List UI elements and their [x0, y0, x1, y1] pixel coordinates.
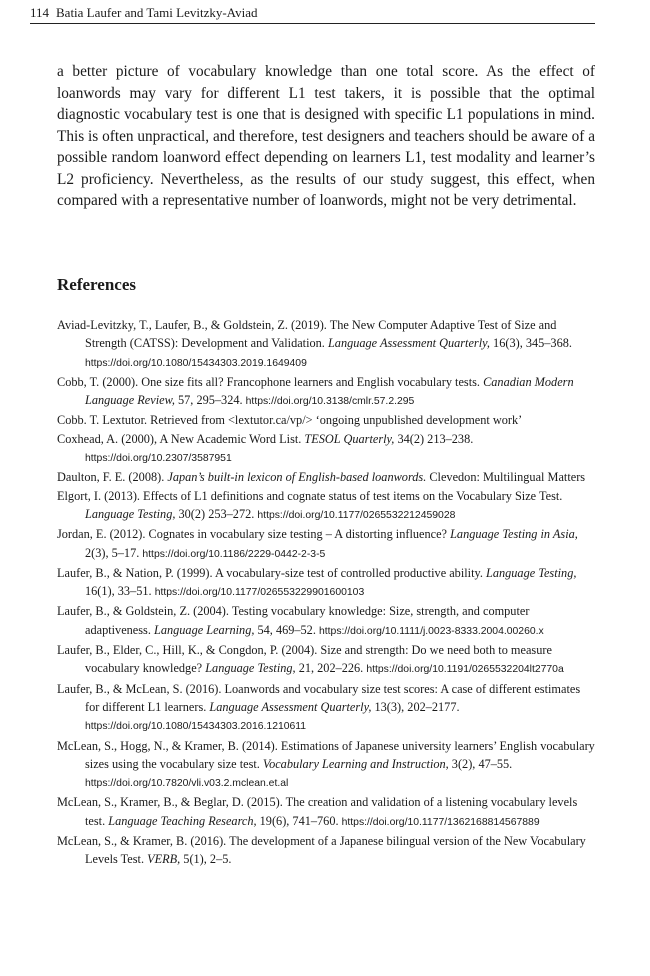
- reference-entry: [57, 468, 597, 486]
- reference-text: Elgort, I. (2013). Effects of L1 definitions and cognate status of test items on the Vocabulary Size Test.: [57, 488, 563, 503]
- reference-doi-link[interactable]: https://doi.org/10.1177/0265532212459028: [257, 509, 456, 521]
- reference-details: 13(3), 202–2177.: [371, 699, 460, 714]
- reference-doi-link[interactable]: https://doi.org/10.1177/026553229901600103: [154, 587, 365, 599]
- reference-details: 54, 469–52.: [254, 622, 319, 637]
- reference-doi-link[interactable]: https://doi.org/10.1191/0265532204lt2770a: [366, 664, 564, 676]
- reference-source: Language Testing,: [205, 661, 296, 676]
- reference-details: Clevedon: Multilingual Matters: [426, 470, 586, 485]
- reference-entry: [57, 793, 597, 832]
- reference-doi-link[interactable]: https://doi.org/10.1177/1362168814567889: [341, 816, 540, 828]
- reference-entry: [57, 680, 597, 737]
- reference-entry: [57, 641, 597, 680]
- reference-source: Language Testing,: [85, 506, 176, 521]
- reference-details: 21, 202–226.: [295, 661, 367, 676]
- reference-text: Jordan, E. (2012). Cognates in vocabulary size testing – A distorting influence?: [57, 527, 451, 542]
- reference-text: Aviad-Levitzky, T., Laufer, B., & Goldstein, Z. (2019). The New Computer Adaptive Test of Size and Strength (CATSS): Development and Validation.: [57, 318, 557, 351]
- reference-entry: [57, 411, 597, 429]
- reference-entry: [57, 564, 597, 603]
- reference-source: Language Testing in Asia,: [450, 527, 578, 542]
- reference-source: Japan’s built-in lexicon of English-based loanwords.: [167, 470, 427, 485]
- reference-source: VERB,: [147, 852, 181, 867]
- body-paragraph: a better picture of vocabulary knowledge than one total score. As the effect of loanwords may vary for different L1 test takers, it is possible that the optimal diagnostic vocabulary test is one that is designed with specific L1 populations in mind. This is often unpractical, and therefore, test designers and teachers should be aware of a possible random loanword effect depending on learners L1, test modality and learner’s L2 proficiency. Nevertheless, as the results of our study suggest, this effect, when compared with a representative number of loanwords, might not be very detrimental.: [57, 63, 595, 209]
- reference-text: McLean, S., & Kramer, B. (2016). The development of a Japanese bilingual version of the New Vocabulary Levels Test.: [57, 834, 586, 867]
- reference-entry: [57, 602, 597, 641]
- reference-source: Language Assessment Quarterly,: [327, 336, 490, 351]
- reference-source: Language Assessment Quarterly,: [209, 699, 372, 714]
- reference-details: 34(2) 213–238.: [394, 431, 474, 446]
- reference-details: 5(1), 2–5.: [180, 852, 232, 867]
- reference-doi-link[interactable]: https://doi.org/10.2307/3587951: [85, 453, 232, 465]
- reference-entry: [57, 525, 597, 564]
- reference-source: TESOL Quarterly,: [304, 431, 395, 446]
- reference-text: Laufer, B., & Goldstein, Z. (2004). Testing vocabulary knowledge: Size, strength, and computer adaptiveness.: [57, 604, 530, 637]
- reference-entry: [57, 316, 597, 373]
- reference-details: 57, 295–324.: [174, 393, 246, 408]
- reference-entry: [57, 487, 597, 526]
- references-heading: References: [57, 275, 136, 294]
- reference-text: Daulton, F. E. (2008).: [57, 470, 168, 485]
- reference-doi-link[interactable]: https://doi.org/10.1080/15434303.2016.1210611: [85, 721, 307, 733]
- running-head-authors: Batia Laufer and Tami Levitzky-Aviad: [56, 5, 258, 20]
- reference-doi-link[interactable]: https://doi.org/10.1111/j.0023-8333.2004.00260.x: [318, 625, 544, 637]
- reference-doi-link[interactable]: https://doi.org/10.7820/vli.v03.2.mclean.et.al: [85, 778, 289, 790]
- reference-entry: [57, 373, 597, 412]
- reference-details: 3(2), 47–55.: [448, 756, 513, 771]
- reference-text: Coxhead, A. (2000), A New Academic Word List.: [57, 431, 305, 446]
- reference-text: McLean, S., Hogg, N., & Kramer, B. (2014). Estimations of Japanese university learners’ English vocabulary sizes using the vocabulary size test.: [57, 738, 595, 771]
- reference-text: Laufer, B., Elder, C., Hill, K., & Congdon, P. (2004). Size and strength: Do we need both to measure vocabulary knowledge?: [57, 643, 552, 676]
- reference-entry: [57, 430, 597, 469]
- reference-text: Laufer, B., & McLean, S. (2016). Loanwords and vocabulary size test scores: A case of different estimates for different L1 learners.: [57, 681, 581, 714]
- reference-details: 2(3), 5–17.: [85, 545, 143, 560]
- reference-text: Cobb. T. Lextutor. Retrieved from <lextutor.ca/vp/> ‘ongoing unpublished development work’: [57, 413, 523, 428]
- reference-text: Laufer, B., & Nation, P. (1999). A vocabulary-size test of controlled productive ability.: [57, 565, 486, 580]
- reference-details: 16(3), 345–368.: [489, 336, 572, 351]
- running-header: [30, 3, 595, 24]
- reference-details: 16(1), 33–51.: [85, 584, 155, 599]
- reference-doi-link[interactable]: https://doi.org/10.1186/2229-0442-2-3-5: [142, 548, 326, 560]
- reference-list: [57, 316, 597, 869]
- reference-entry: [57, 832, 597, 869]
- reference-source: Canadian Modern Language Review,: [85, 374, 574, 408]
- reference-source: Language Teaching Research,: [108, 813, 257, 828]
- reference-details: 30(2) 253–272.: [175, 506, 258, 521]
- reference-text: McLean, S., Kramer, B., & Beglar, D. (2015). The creation and validation of a listening vocabulary levels test.: [57, 795, 578, 828]
- reference-source: Language Learning,: [153, 622, 255, 637]
- reference-doi-link[interactable]: https://doi.org/10.3138/cmlr.57.2.295: [245, 396, 415, 408]
- reference-details: 19(6), 741–760.: [256, 813, 342, 828]
- reference-source: Language Testing,: [486, 565, 577, 580]
- reference-entry: [57, 737, 597, 794]
- reference-source: Vocabulary Learning and Instruction,: [262, 756, 449, 771]
- page-number: 114: [30, 5, 50, 20]
- reference-text: Cobb, T. (2000). One size fits all? Francophone learners and English vocabulary tests.: [57, 374, 484, 389]
- reference-doi-link[interactable]: https://doi.org/10.1080/15434303.2019.1649409: [85, 357, 307, 369]
